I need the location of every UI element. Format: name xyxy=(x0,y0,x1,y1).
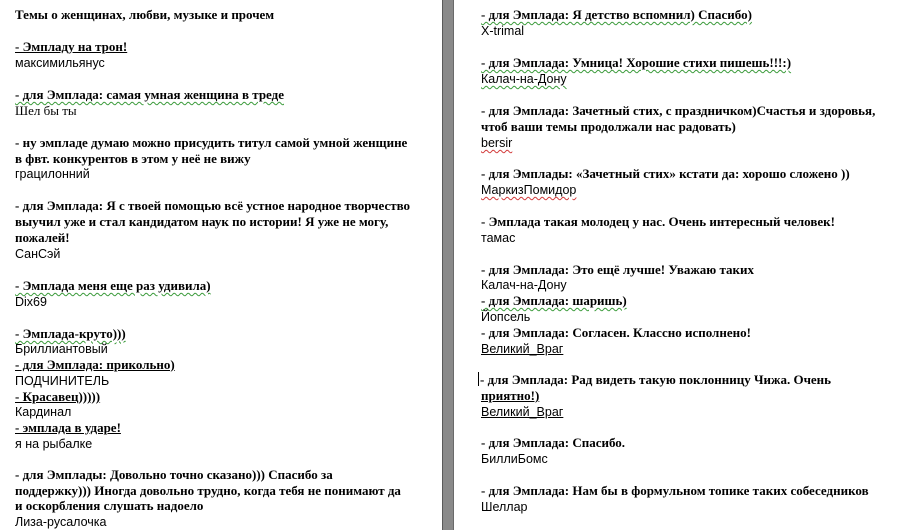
comment-line: - для Эмплада: Это ещё лучше! Уважаю таких xyxy=(481,262,754,277)
comment-line: выучил уже и стал кандидатом наук по истории! Я уже не могу, xyxy=(15,214,389,229)
comment-author: Шел бы ты xyxy=(15,103,77,118)
comment-line: в фвт. конкурентов в этом у неё не вижу xyxy=(15,151,251,166)
comment-line: поддержку))) Иногда довольно трудно, когда тебя не понимают да xyxy=(15,483,401,498)
comment-line: - Эмпладу на трон! xyxy=(15,39,128,54)
document-title: Темы о женщинах, любви, музыке и прочем xyxy=(15,7,275,22)
comment-author: я на рыбалке xyxy=(15,437,93,451)
comment-author: Великий_Враг xyxy=(481,405,564,419)
comment-author: Шеллар xyxy=(481,500,528,514)
comment-line: - для Эмплада: Согласен. Классно исполнено! xyxy=(481,325,751,340)
comment-author: БиллиБомс xyxy=(481,452,548,466)
comment-author: bersir xyxy=(481,136,513,150)
comment-line: - для Эмплада: Нам бы в формульном топике таких собеседников xyxy=(481,483,869,498)
comment-line: - ну эмпладе думаю можно присудить титул самой умной женщине xyxy=(15,135,408,150)
comment-author: грацилонний xyxy=(15,167,90,181)
comment-author: максимильянус xyxy=(15,56,105,70)
comment-author: Лиза-русалочка xyxy=(15,515,107,529)
comment-line: - для Эмплада: шаришь) xyxy=(481,293,627,308)
comment-line: - для Эмплада: прикольно) xyxy=(15,357,175,372)
comment-author: X-trimal xyxy=(481,24,525,38)
comment-line: - для Эмплада: самая умная женщина в треде xyxy=(15,87,284,102)
comment-line: пожалей! xyxy=(15,230,70,245)
comment-author: Великий_Враг xyxy=(481,342,564,356)
comment-line: - Эмплада-круто))) xyxy=(15,326,126,341)
comment-author: Йопсель xyxy=(481,310,531,324)
comment-author: тамас xyxy=(481,231,516,245)
page-divider xyxy=(442,0,454,530)
comment-line: - для Эмплада: Спасибо. xyxy=(481,435,626,450)
comment-author: МаркизПомидор xyxy=(481,183,577,197)
right-document-page xyxy=(454,0,900,530)
comment-author: ПОДЧИНИТЕЛЬ xyxy=(15,374,110,388)
comment-line: - для Эмплада: Зачетный стих, с праздничком)Счастья и здоровья, xyxy=(481,103,876,118)
comment-line: - для Эмплада: Я с твоей помощью всё устное народное творчество xyxy=(15,198,411,213)
comment-line: - Эмплада меня еще раз удивила) xyxy=(15,278,211,293)
comment-line: - эмплада в ударе! xyxy=(15,420,121,435)
comment-line: - для Эмплады: Довольно точно сказано))) Спасибо за xyxy=(15,467,333,482)
comment-author: Кардинал xyxy=(15,405,72,419)
comment-line: и оскорбления слушать надоело xyxy=(15,498,204,513)
comment-author: Dix69 xyxy=(15,295,47,309)
comment-line: - для Эмплада: Рад видеть такую поклонницу Чижа. Очень xyxy=(480,372,832,387)
comment-line: - Эмплада такая молодец у нас. Очень интересный человек! xyxy=(481,214,835,229)
comment-line: - для Эмплады: «Зачетный стих» кстати да: хорошо сложено )) xyxy=(481,166,850,181)
comment-line: - для Эмплада: Умница! Хорошие стихи пишешь!!!:) xyxy=(481,55,792,70)
comment-author: Калач-на-Дону xyxy=(481,278,567,292)
comment-line: - Красавец))))) xyxy=(15,389,101,404)
comment-line: приятно!) xyxy=(481,388,540,403)
comment-author: Бриллиантовый xyxy=(15,342,108,356)
comment-line: чтоб ваши темы продолжали нас радовать) xyxy=(481,119,736,134)
comment-author: Калач-на-Дону xyxy=(481,72,567,86)
comment-author: СанСэй xyxy=(15,247,61,261)
text-cursor-icon xyxy=(478,372,479,386)
left-document-page xyxy=(0,0,442,530)
comment-line: - для Эмплада: Я детство вспомнил) Спасибо) xyxy=(481,7,752,22)
